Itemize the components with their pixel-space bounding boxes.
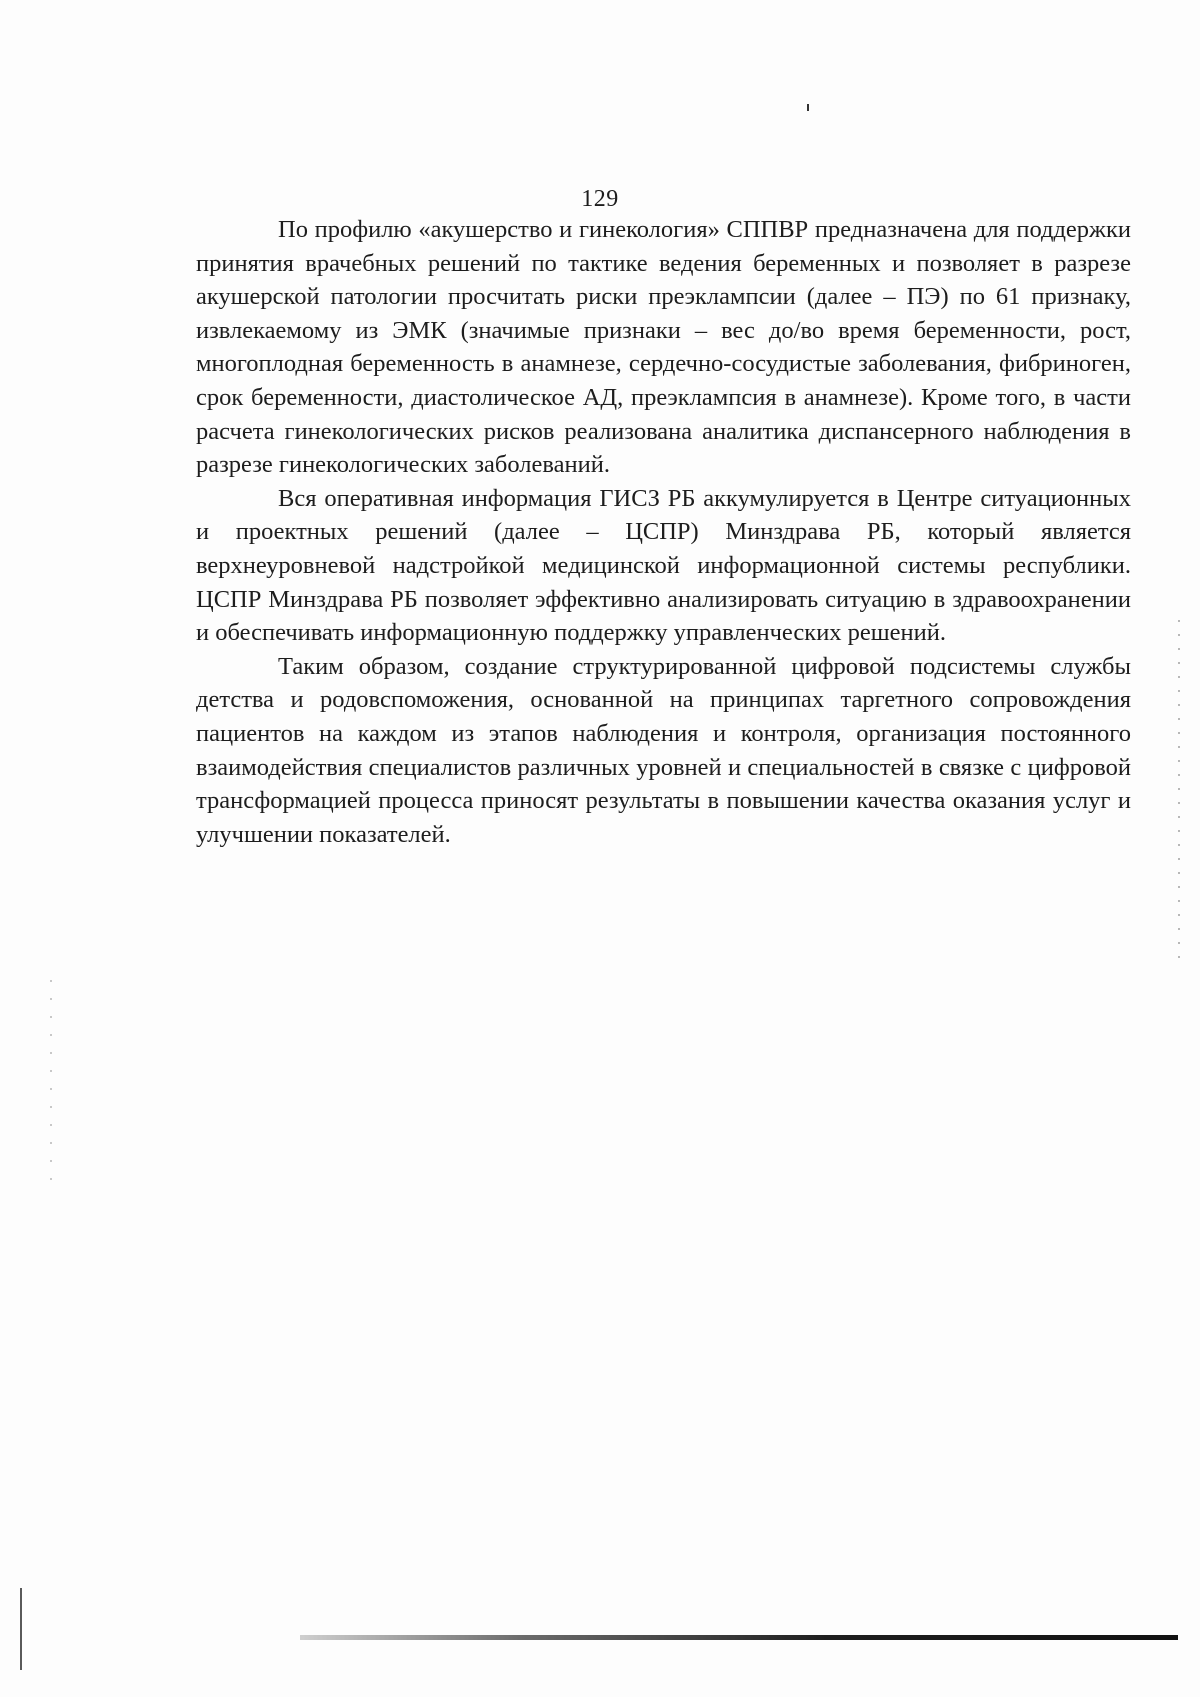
paragraph-obstetrics-profile: По профилю «акушерство и гинекология» СППВР предназначена для поддержки принятия врачебных решений по тактике ведения беременных и позволяет в разрезе акушерской патологии просчитать риски преэклампсии (далее – ПЭ) по 61 признаку, извлекаемому из ЭМК (значимые признаки – вес до/во время беременности, рост, многоплодная беременность в анамнезе, сердечно-сосудистые заболевания, фибриноген, срок беременности, диастолическое АД, преэклампсия в анамнезе). Кроме того, в части расчета гинекологических рисков реализована аналитика диспансерного наблюдения в разрезе гинекологических заболеваний. [196, 216, 1131, 479]
paragraph-operational-information: Вся оперативная информация ГИСЗ РБ аккумулируется в Центре ситуационных и проектных решений (далее – ЦСПР) Минздрава РБ, который является верхнеуровневой надстройкой медицинской информационной системы республики. ЦСПР Минздрава РБ позволяет эффективно анализировать ситуацию в здравоохранении и обеспечивать информационную поддержку управленческих решений. [196, 484, 1131, 647]
paragraph-conclusion: Таким образом, создание структурированной цифровой подсистемы службы детства и родовспоможения, основанной на принципах таргетного сопровождения пациентов на каждом из этапов наблюдения и контроля, организация постоянного взаимодействия специалистов различных уровней и специальностей в связке с цифровой трансформацией процесса приносят результаты в повышении качества оказания услуг и улучшении показателей. [196, 652, 1131, 848]
page-number: 129 [581, 186, 619, 212]
scan-edge-dots-right [1178, 620, 1180, 970]
scan-bottom-edge-line [300, 1635, 1178, 1640]
scan-artifact-mark [807, 104, 809, 111]
body-text [196, 213, 1131, 851]
scan-edge-line-left [20, 1588, 22, 1670]
scan-edge-dots-left [50, 980, 52, 1180]
